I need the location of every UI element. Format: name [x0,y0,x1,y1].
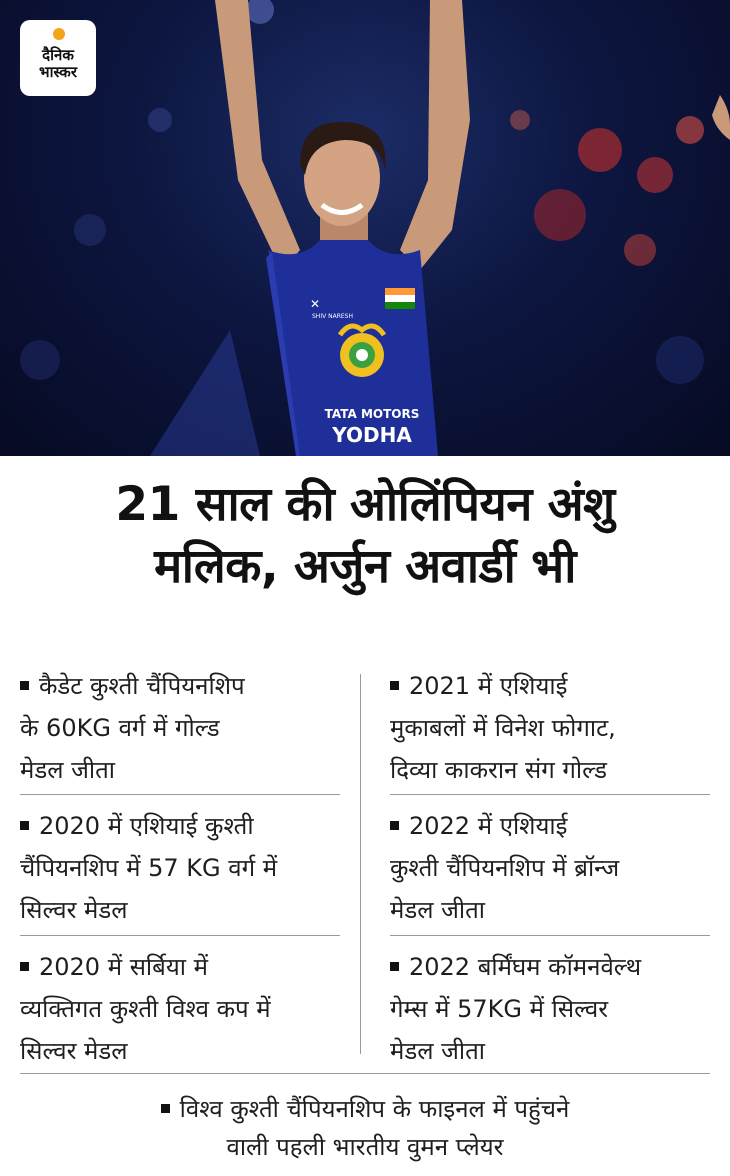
headline-line-2: मलिक, अर्जुन अवार्डी भी [154,539,576,594]
kit-maker-text: SHIV NARESH [312,313,353,320]
column-divider [360,674,361,1054]
bottom-divider [20,1073,710,1074]
square-bullet-icon [390,821,399,830]
hero-photo [0,0,730,456]
fact-item: 2020 में सर्बिया में व्यक्तिगत कुश्ती विश्व कप में सिल्वर मेडल [20,953,271,1065]
square-bullet-icon [161,1104,170,1113]
jersey-brand-text: TATA MOTORS [324,407,420,421]
row-divider [390,935,710,936]
svg-text:✕: ✕ [310,297,321,311]
square-bullet-icon [390,962,399,971]
logo-line-1: दैनिक [42,46,74,64]
square-bullet-icon [390,681,399,690]
logo-sun-icon [53,28,65,40]
fact-item: 2020 में एशियाई कुश्ती चैंपियनशिप में 57 KG वर्ग में सिल्वर मेडल [20,812,278,924]
bottom-fact: विश्व कुश्ती चैंपियनशिप के फाइनल में पहुंचने वाली पहली भारतीय वुमन प्लेयर [0,1090,730,1166]
fact-item: 2021 में एशियाई मुकाबलों में विनेश फोगाट, दिव्या काकरान संग गोल्ड [390,672,616,784]
fact-item: 2022 बर्मिंघम कॉमनवेल्थ गेम्स में 57KG में सिल्वर मेडल जीता [390,953,642,1065]
logo-line-2: भास्कर [39,63,77,81]
square-bullet-icon [20,821,29,830]
fact-item: कैडेट कुश्ती चैंपियनशिप के 60KG वर्ग में गोल्ड मेडल जीता [20,672,245,784]
headline [0,474,730,598]
jersey-team-text: YODHA [332,423,412,447]
headline-line-1: 21 साल की ओलिंपियन अंशु [115,477,615,532]
row-divider [20,794,340,795]
square-bullet-icon [20,962,29,971]
fact-item: 2022 में एशियाई कुश्ती चैंपियनशिप में ब्रॉन्ज मेडल जीता [390,812,620,924]
square-bullet-icon [20,681,29,690]
row-divider [20,935,340,936]
dainik-bhaskar-logo [20,20,96,96]
wrestler-illustration [0,0,730,456]
row-divider [390,794,710,795]
